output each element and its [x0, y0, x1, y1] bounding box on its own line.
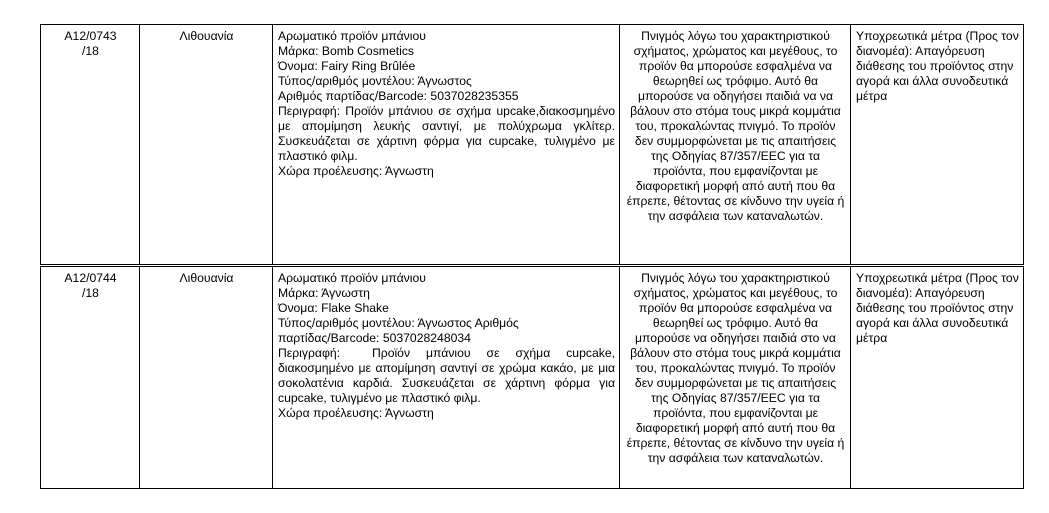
product-category: Αρωματικό προϊόν μπάνιου — [278, 271, 426, 285]
alert-code: A12/0744 — [64, 271, 117, 285]
country: Λιθουανία — [179, 29, 234, 43]
measures: Υποχρεωτικά μέτρα (Προς τον διανομέα): Απαγόρευση διάθεσης του προϊόντος στην αγορά και άλλα συνοδευτικά μέτρα — [856, 29, 1019, 103]
product-description: Περιγραφή: Προϊόν μπάνιου σε σχήμα cupcake, διακοσμημένο με απομίμηση σαντιγί σε χρώμα κακάο, με μια σοκολατένια καρδιά. Συσκευάζεται σε χάρτινη φόρμα για cupcake, τυλιγμένο με πλαστικό φιλμ. — [278, 346, 619, 405]
risk-description: Πνιγμός λόγω του χαρακτηριστικού σχήματος, χρώματος και μεγέθους, το προϊόν θα μπορούσε εσφαλμένα να θεωρηθεί ως τρόφιμο. Αυτό θα μπορούσε να οδηγήσει παιδιά στο να βάλουν στο στόμα τους μικρά κομμάτια του, προκαλώντας πνιγμό. Το προϊόν δεν συμμορφώνεται με τις απαιτήσεις της Οδηγίας 87/357/EEC για τα προϊόντα, που εμφανίζονται με διαφορετική μορφή από αυτή που θα έπρεπε, θέτοντας σε κίνδυνο την υγεία ή την ασφάλεια των καταναλωτών. — [626, 271, 845, 465]
alert-code: A12/0743 — [64, 29, 117, 43]
country-cell — [140, 266, 273, 489]
product-origin: Χώρα προέλευσης: Άγνωστη — [278, 406, 434, 420]
alert-code-suffix: /18 — [82, 44, 99, 58]
product-category: Αρωματικό προϊόν μπάνιου — [278, 29, 426, 43]
alert-code-suffix: /18 — [82, 286, 99, 300]
table-row — [41, 25, 1024, 266]
measures-cell — [851, 266, 1024, 489]
product-model: Τύπος/αριθμός μοντέλου: Άγνωστος — [278, 74, 472, 88]
product-brand: Μάρκα: Άγνωστη — [278, 286, 370, 300]
country: Λιθουανία — [179, 271, 234, 285]
product-cell — [273, 266, 620, 489]
product-origin: Χώρα προέλευσης: Άγνωστη — [278, 164, 434, 178]
measures-cell — [851, 25, 1024, 266]
product-brand: Μάρκα: Bomb Cosmetics — [278, 44, 415, 58]
table-row — [41, 266, 1024, 489]
product-model: Τύπος/αριθμός μοντέλου: Άγνωστος Αριθμός παρτίδας/Barcode: 5037028248034 — [278, 316, 523, 345]
product-name: Όνομα: Flake Shake — [278, 301, 389, 315]
measures: Υποχρεωτικά μέτρα (Προς τον διανομέα): Απαγόρευση διάθεσης του προϊόντος στην αγορά και άλλα συνοδευτικά μέτρα — [856, 271, 1019, 345]
product-description: Περιγραφή: Προϊόν μπάνιου σε σχήμα upcake,διακοσμημένο με απομίμηση λευκής σαντιγί, με πολύχρωμα γκλίτερ. Συσκευάζεται σε χάρτινη φόρμα για cupcake, τυλιγμένο με πλαστικό φιλμ. — [278, 104, 619, 163]
product-name: Όνομα: Fairy Ring Brûlée — [278, 59, 416, 73]
risk-description: Πνιγμός λόγω του χαρακτηριστικού σχήματος, χρώματος και μεγέθους, το προϊόν θα μπορούσε εσφαλμένα να θεωρηθεί ως τρόφιμο. Αυτό θα μπορούσε να οδηγήσει παιδιά να να βάλουν στο στόμα τους μικρά κομμάτια του, προκαλώντας πνιγμό. Το προϊόν δεν συμμορφώνεται με τις απαιτήσεις της Οδηγίας 87/357/EEC για τα προϊόντα, που εμφανίζονται με διαφορετική μορφή από αυτή που θα έπρεπε, θέτοντας σε κίνδυνο την υγεία ή την ασφάλεια των καταναλωτών. — [626, 29, 845, 223]
alerts-table — [40, 24, 1024, 489]
risk-cell — [620, 266, 851, 489]
risk-cell — [620, 25, 851, 266]
alert-code-cell — [41, 25, 140, 266]
country-cell — [140, 25, 273, 266]
alert-code-cell — [41, 266, 140, 489]
product-cell — [273, 25, 620, 266]
product-barcode: Αριθμός παρτίδας/Barcode: 5037028235355 — [278, 89, 519, 103]
